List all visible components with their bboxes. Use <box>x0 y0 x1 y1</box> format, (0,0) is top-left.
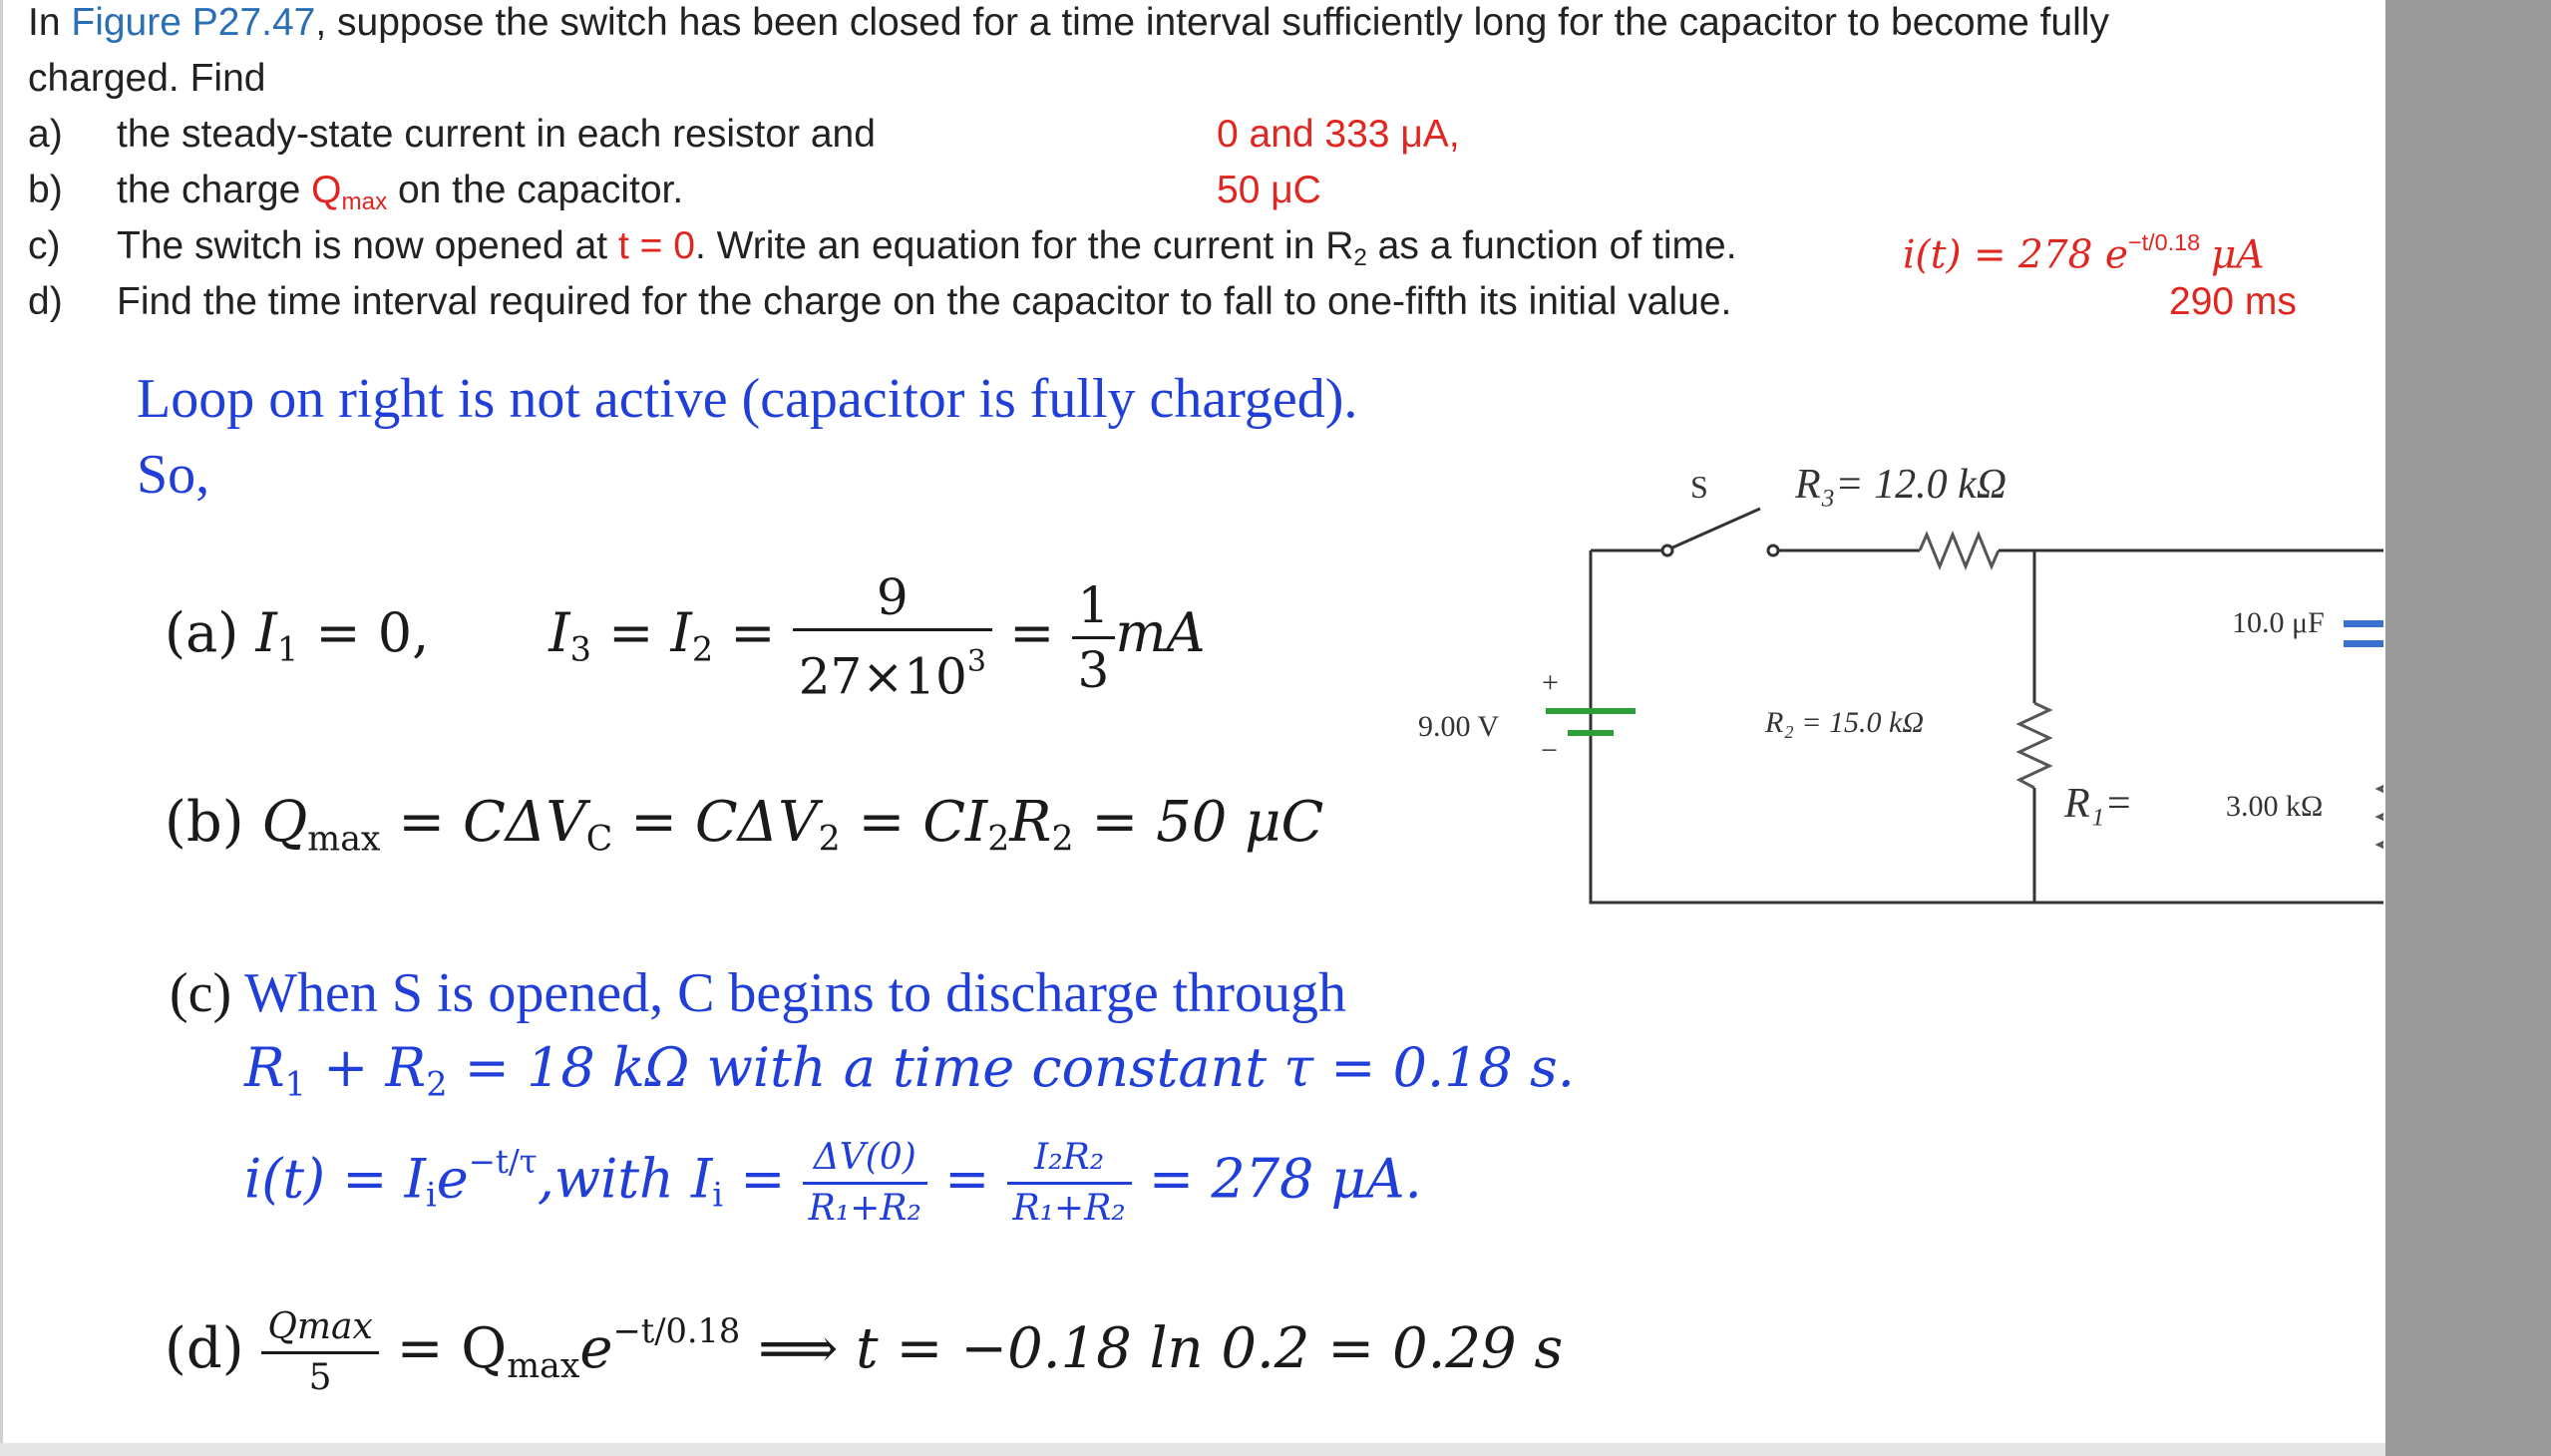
solution-intro-line2: So, <box>137 444 210 506</box>
capacitor-label: 10.0 μF <box>2232 606 2325 639</box>
part-c-text: The switch is now opened at t = 0. Write an equation for the current in $R_2$ as a function of time. <box>117 224 1737 271</box>
part-d-text: Find the time interval required for the charge on the capacitor to fall to one-fifth its initial value. <box>117 280 1732 323</box>
solution-a: (a) $I_1 = 0$, $I_3 = I_2$ = $\frac{9}{27\times 10^3}$ = $\frac{1}{3}$ mA <box>165 568 1206 706</box>
bottom-border <box>0 1443 2385 1456</box>
problem-intro-line1 <box>28 0 2109 46</box>
right-gray-panel <box>2385 0 2551 1456</box>
battery-short-plate <box>1568 730 1614 736</box>
switch-contact-right <box>1768 546 1778 555</box>
solution-b: (b) $Q_{max} = C\Delta V_C = C\Delta V_2 = CI_2R_2 = 50$ μC <box>165 790 1324 860</box>
part-b-text-after: on the capacitor. <box>387 169 684 211</box>
fraction-qmax-over-5: $\frac{Qmax}{5}$ <box>261 1305 378 1400</box>
r1-resistor <box>2378 768 2383 852</box>
capacitor-plate-bottom <box>2344 640 2383 647</box>
r2-resistor <box>2019 703 2049 788</box>
fraction-i2r2-over-r1r2: $\frac{\text{I₂R₂}}{\text{R₁+R₂}}$ <box>1007 1136 1132 1231</box>
battery-label: 9.00 V <box>1418 710 1500 743</box>
fraction-dv0-over-r1r2: $\frac{\Delta V(0)}{\text{R₁+R₂}}$ <box>803 1136 927 1231</box>
part-d-answer: 290 ms <box>2169 280 2297 323</box>
qmax-symbol: $Q_{max}$ <box>311 169 388 215</box>
switch-blade <box>1670 509 1760 548</box>
part-b-text-before: the charge <box>117 169 312 211</box>
solution-c-line2: $R_1 + R_2 = 18$ kΩ with a time constant τ = 0.18 s. <box>244 1036 1575 1104</box>
intro-suffix: , suppose the switch has been closed for a time interval sufficiently long for the capacitor to become fully <box>315 1 2109 44</box>
solution-c-line1: (c) When S is opened, C begins to discharge through <box>170 962 1346 1024</box>
battery-long-plate <box>1546 708 1636 714</box>
fraction-9-over-27e3: $\frac{9}{27\times 10^3}$ <box>793 568 992 706</box>
wire-left-bottom <box>1591 550 2383 903</box>
part-b-answer: 50 μC <box>1217 169 1321 211</box>
left-border <box>0 0 3 1456</box>
part-c-answer: i(t) = 278 $e^{-t/0.18}$ μA <box>1903 229 2265 278</box>
capacitor-plate-top <box>2344 620 2383 627</box>
battery-minus-sign: − <box>1541 734 1558 767</box>
solution-intro-line1: Loop on right is not active (capacitor is fully charged). <box>137 368 1358 430</box>
part-b-letter: b) <box>28 169 63 211</box>
switch-contact-left <box>1662 546 1672 555</box>
part-a-letter: a) <box>28 113 63 156</box>
r1-label: R₁= <box>2064 781 2133 827</box>
r1-value: 3.00 kΩ <box>2226 790 2324 823</box>
r3-resistor <box>1920 535 1999 566</box>
battery-plus-sign: + <box>1542 666 1559 699</box>
r2-label: R₂ = 15.0 kΩ <box>1765 706 1925 739</box>
solution-c-line3: $i(t) = I_ie^{-t/\tau},with$ $I_i$ = $\frac{\Delta V(0)}{\text{R₁+R₂}}$ = $\frac{\text{I₂R₂}}{\text{R₁+R₂}}$ = 278 μA. <box>244 1136 1422 1229</box>
switch-label: S <box>1690 469 1708 505</box>
part-c-letter: c) <box>28 224 61 267</box>
part-a-text: the steady-state current in each resistor and <box>117 113 876 156</box>
part-a-answer: 0 and 333 μA, <box>1217 113 1460 156</box>
t-zero: t = 0 <box>617 224 695 267</box>
part-b-text <box>117 168 683 225</box>
solution-d: (d) $\frac{Qmax}{5}$ = $Q_{max}e^{-t/0.18}$ ⟹ t = −0.18 ln 0.2 = 0.29 s <box>165 1306 1564 1399</box>
problem-intro-line2: charged. Find <box>28 57 266 100</box>
intro-prefix: In <box>28 1 72 44</box>
figure-reference-link[interactable]: Figure P27.47 <box>71 1 316 44</box>
r3-label: R₃= 12.0 kΩ <box>1795 462 2007 508</box>
fraction-one-third: $\frac{1}{3}$ <box>1072 576 1116 699</box>
part-d-letter: d) <box>28 280 63 323</box>
